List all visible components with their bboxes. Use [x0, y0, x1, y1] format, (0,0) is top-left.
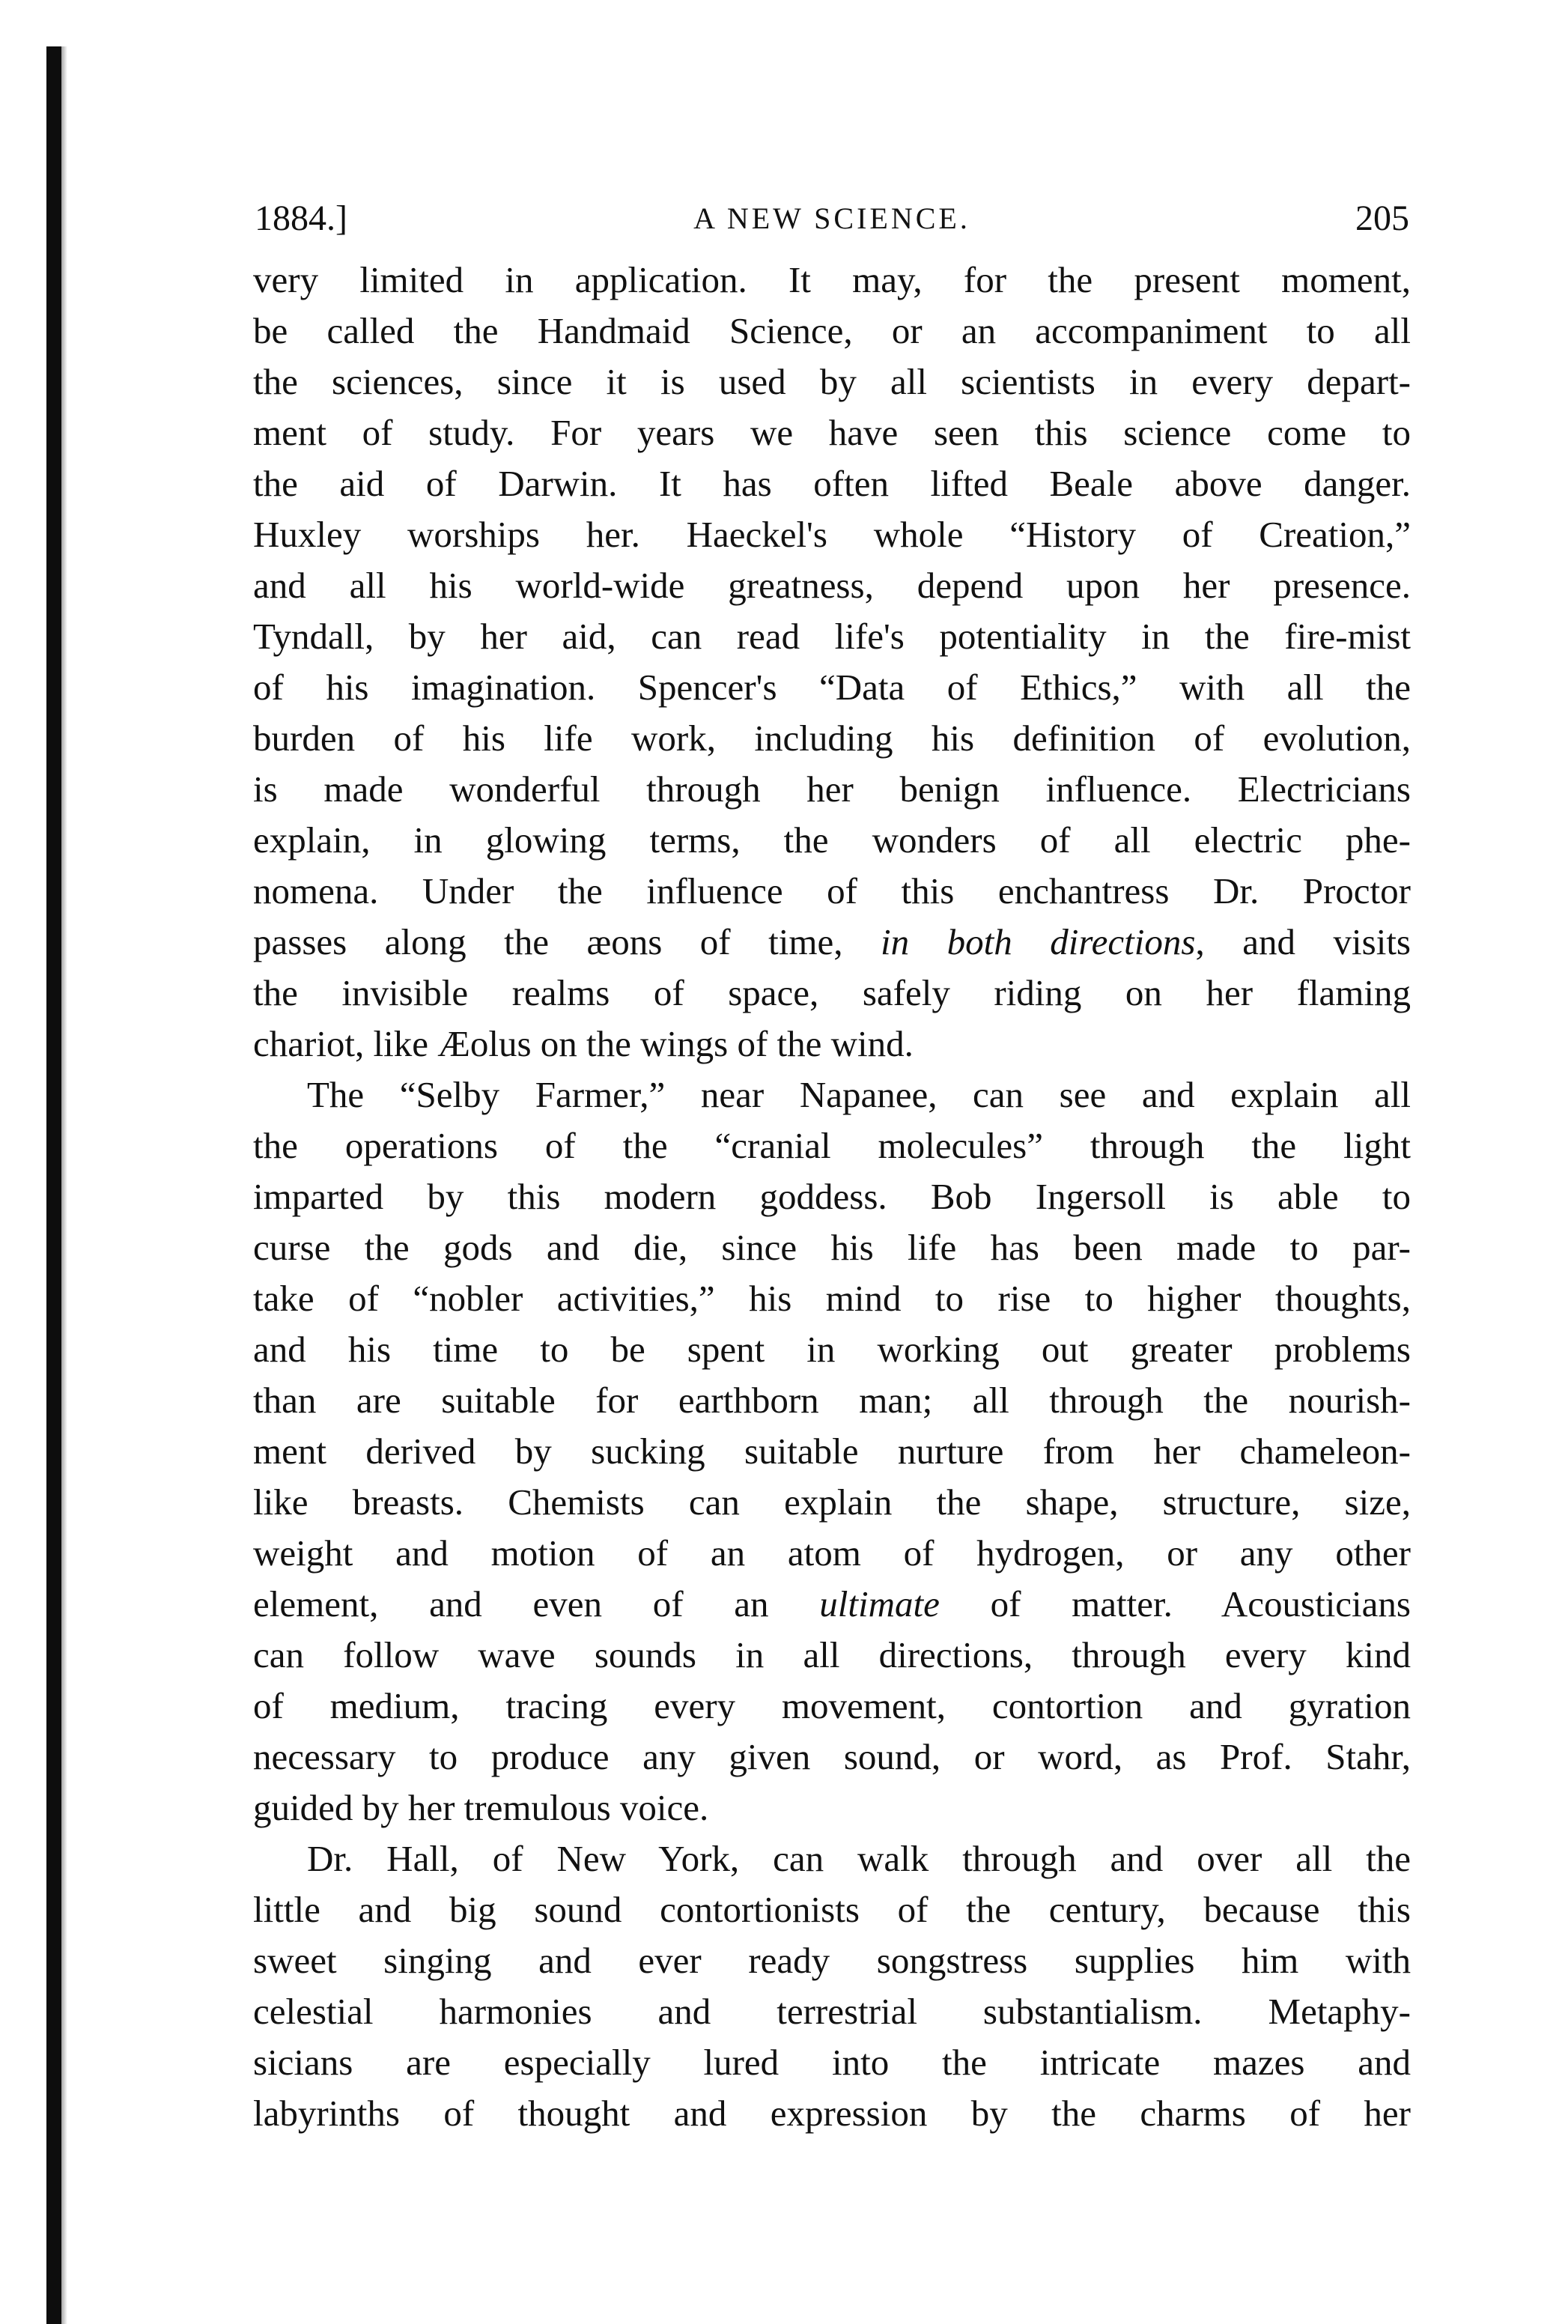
text-line: explain, in glowing terms, the wonders of all electric phe-: [253, 819, 1411, 861]
italic-word: ultimate: [819, 1583, 940, 1624]
text-line: the operations of the “cranial molecules” through the light: [253, 1125, 1411, 1166]
text-line: very limited in application. It may, for the present moment,: [253, 259, 1411, 300]
text-line: like breasts. Chemists can explain the shape, structure, size,: [253, 1481, 1411, 1523]
header-title: A NEW SCIENCE.: [693, 201, 970, 235]
text-line: weight and motion of an atom of hydrogen, or any other: [253, 1532, 1411, 1574]
text-run: passes along the æons of time,: [253, 921, 881, 962]
running-head: [255, 196, 1409, 241]
text-line: chariot, like Æolus on the wings of the wind.: [253, 1023, 914, 1064]
text-line: of his imagination. Spencer's “Data of Ethics,” with all the: [253, 667, 1411, 708]
text-line: necessary to produce any given sound, or word, as Prof. Stahr,: [253, 1736, 1411, 1777]
text-line: take of “nobler activities,” his mind to rise to higher thoughts,: [253, 1278, 1411, 1319]
text-line: of medium, tracing every movement, contortion and gyration: [253, 1685, 1411, 1726]
text-line: is made wonderful through her benign influence. Electricians: [253, 768, 1411, 810]
text-line-with-italic: [253, 917, 1411, 968]
scan-page-edge: [46, 46, 61, 2324]
body-text: [253, 255, 1411, 2139]
text-line: the invisible realms of space, safely riding on her flaming: [253, 972, 1411, 1013]
text-line: be called the Handmaid Science, or an accompaniment to all: [253, 310, 1411, 351]
text-line-with-italic: [253, 1579, 1411, 1630]
text-line: imparted by this modern goddess. Bob Ingersoll is able to: [253, 1176, 1411, 1217]
text-line: ment of study. For years we have seen this science come to: [253, 412, 1411, 453]
text-line: curse the gods and die, since his life has been made to par-: [253, 1227, 1411, 1268]
text-run: of matter. Acousticians: [939, 1583, 1411, 1624]
text-line: and his time to be spent in working out greater problems: [253, 1329, 1411, 1370]
text-line: little and big sound contortionists of the century, because this: [253, 1889, 1411, 1930]
text-line: ment derived by sucking suitable nurture from her chameleon-: [253, 1430, 1411, 1472]
page-number: 205: [1355, 198, 1409, 238]
text-line: burden of his life work, including his definition of evolution,: [253, 717, 1411, 759]
text-line: the aid of Darwin. It has often lifted Beale above danger.: [253, 463, 1411, 504]
text-line: sweet singing and ever ready songstress supplies him with: [253, 1940, 1411, 1981]
text-line: than are suitable for earthborn man; all through the nourish-: [253, 1380, 1411, 1421]
text-line: Dr. Hall, of New York, can walk through and over all the: [307, 1838, 1411, 1879]
text-line: celestial harmonies and terrestrial substantialism. Metaphy-: [253, 1991, 1411, 2032]
text-line: can follow wave sounds in all directions, through every kind: [253, 1634, 1411, 1675]
text-line: and all his world-wide greatness, depend upon her presence.: [253, 565, 1411, 606]
text-run: element, and even of an: [253, 1583, 820, 1624]
italic-phrase: in both directions: [881, 921, 1196, 962]
text-run: , and visits: [1195, 921, 1411, 962]
text-line: nomena. Under the influence of this enchantress Dr. Proctor: [253, 870, 1411, 911]
text-line: labyrinths of thought and expression by the charms of her: [253, 2093, 1411, 2134]
text-line: The “Selby Farmer,” near Napanee, can see and explain all: [307, 1074, 1411, 1115]
header-year: 1884.]: [255, 198, 347, 238]
text-line: Huxley worships her. Haeckel's whole “History of Creation,”: [253, 514, 1411, 555]
text-line: guided by her tremulous voice.: [253, 1787, 709, 1828]
scan-edge-shadow: [61, 46, 67, 2324]
text-line: the sciences, since it is used by all scientists in every depart-: [253, 361, 1411, 402]
text-line: sicians are especially lured into the intricate mazes and: [253, 2042, 1411, 2083]
text-line: Tyndall, by her aid, can read life's potentiality in the fire-mist: [253, 616, 1411, 657]
